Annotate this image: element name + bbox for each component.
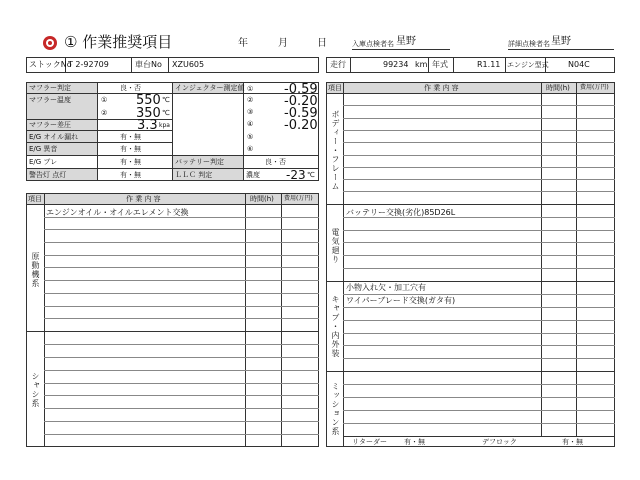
muffler-diff-unit: kpa bbox=[159, 122, 170, 129]
abnormal-sound-label: E/G 異音 bbox=[29, 145, 58, 153]
injector-no-6: ⑥ bbox=[247, 145, 254, 153]
electrical-entry-1: バッテリー交換(劣化)85D26L bbox=[346, 208, 456, 217]
table-rule-line bbox=[44, 344, 319, 345]
injector-value-3: -0.59 bbox=[284, 106, 318, 121]
table-rule-line bbox=[343, 397, 615, 398]
table-rule-line bbox=[343, 130, 615, 131]
llc-label: ＬＬＣ 判定 bbox=[175, 171, 213, 179]
muffler-judge-value: 良・否 bbox=[120, 84, 141, 92]
table-rule-line bbox=[343, 358, 615, 359]
table-rule-line bbox=[44, 318, 319, 319]
injector-value-2: -0.20 bbox=[284, 94, 318, 109]
cab-entry-1: 小物入れ欠・加工穴有 bbox=[346, 283, 426, 292]
chassis-label: 車台No bbox=[135, 60, 162, 69]
detail-inspector-underline bbox=[508, 49, 614, 50]
table-rule-line bbox=[343, 294, 615, 295]
table-rule-line bbox=[44, 357, 319, 358]
injector-value-1: -0.59 bbox=[284, 82, 318, 97]
section-chassis: シャシ系 bbox=[31, 372, 40, 408]
table-rule-line bbox=[343, 255, 615, 256]
table-rule-line bbox=[44, 217, 319, 218]
table-rule-line bbox=[343, 155, 615, 156]
right-col-cost: 費用(万円) bbox=[580, 84, 609, 91]
battery-value: 良・否 bbox=[265, 158, 286, 166]
model-year-label: 年式 bbox=[432, 60, 448, 69]
muffler-temp-1: 550 bbox=[136, 93, 161, 108]
section-body-frame: ボディー・フレーム bbox=[331, 110, 340, 191]
table-rule-line bbox=[44, 421, 319, 422]
receiving-inspector-underline bbox=[352, 49, 450, 50]
table-rule-line bbox=[44, 395, 319, 396]
table-rule-line bbox=[343, 242, 615, 243]
vibration-value: 有・無 bbox=[120, 158, 141, 166]
warning-light-label: 警告灯 点灯 bbox=[29, 171, 67, 179]
table-rule-line bbox=[343, 179, 615, 180]
table-rule-line bbox=[343, 307, 615, 308]
left-col-time: 時間(h) bbox=[250, 195, 274, 203]
table-rule-line bbox=[343, 320, 615, 321]
detail-inspector-label: 詳細点検者名 bbox=[508, 40, 550, 48]
injector-no-1: ① bbox=[247, 85, 254, 93]
muffler-temp-2-unit: ℃ bbox=[162, 109, 170, 117]
injector-no-4: ④ bbox=[247, 120, 254, 128]
muffler-diff-label: マフラー差圧 bbox=[29, 121, 71, 129]
mileage-unit: km bbox=[415, 60, 428, 69]
abnormal-sound-value: 有・無 bbox=[120, 145, 141, 153]
table-rule-line bbox=[44, 229, 319, 230]
left-col-work: 作 業 内 容 bbox=[126, 195, 161, 203]
warning-light-value: 有・無 bbox=[120, 171, 141, 179]
right-col-work: 作 業 内 容 bbox=[424, 84, 459, 92]
table-rule-line bbox=[44, 434, 319, 435]
right-col-item: 項目 bbox=[328, 84, 342, 92]
table-rule-line bbox=[343, 118, 615, 119]
section-cab: キャブ・内外装 bbox=[331, 295, 340, 358]
table-rule-line bbox=[44, 242, 319, 243]
oil-leak-value: 有・無 bbox=[120, 133, 141, 141]
table-rule-line bbox=[343, 410, 615, 411]
injector-label: インジェクター測定値 bbox=[175, 84, 245, 92]
muffler-temp-2: 350 bbox=[136, 106, 161, 121]
receiving-inspector-label: 入庫点検者名 bbox=[352, 40, 394, 48]
left-entry-1: エンジンオイル・オイルエレメント交換 bbox=[46, 208, 189, 217]
table-rule-line bbox=[343, 384, 615, 385]
logo-icon bbox=[43, 36, 57, 50]
table-rule-line bbox=[44, 293, 319, 294]
table-rule-line bbox=[343, 191, 615, 192]
table-rule-line bbox=[44, 255, 319, 256]
model-year-value: R1.11 bbox=[477, 60, 501, 69]
table-rule-line bbox=[343, 142, 615, 143]
detail-inspector-value: 星野 bbox=[551, 36, 571, 47]
year-label: 年 bbox=[238, 38, 248, 49]
table-rule-line bbox=[44, 267, 319, 268]
engine-type-label: エンジン型式 bbox=[507, 61, 549, 69]
injector-no-2: ② bbox=[247, 96, 254, 104]
injector-no-3: ③ bbox=[247, 108, 254, 116]
right-work-table bbox=[326, 82, 615, 447]
table-rule-line bbox=[343, 345, 615, 346]
muffler-temp-label: マフラー温度 bbox=[29, 96, 71, 104]
day-label: 日 bbox=[317, 38, 327, 49]
right-col-time: 時間(h) bbox=[546, 84, 570, 92]
left-col-cost: 費用(万円) bbox=[284, 195, 313, 202]
retarder-value: 有・無 bbox=[404, 438, 425, 446]
stock-label: ストックNo bbox=[29, 60, 72, 69]
table-rule-line bbox=[343, 268, 615, 269]
table-rule-line bbox=[343, 230, 615, 231]
table-rule-line bbox=[343, 423, 615, 424]
month-label: 月 bbox=[278, 38, 288, 49]
llc-concentration-label: 濃度 bbox=[246, 171, 260, 179]
vibration-label: E/G ブレ bbox=[29, 158, 58, 166]
chassis-value: XZU605 bbox=[172, 60, 205, 69]
battery-label: バッテリー判定 bbox=[175, 158, 224, 166]
table-rule-line bbox=[44, 370, 319, 371]
retarder-label: リターダー bbox=[352, 438, 387, 446]
llc-value: -23 bbox=[286, 168, 306, 182]
muffler-diff-value: 3.3 bbox=[137, 118, 158, 133]
table-rule-line bbox=[343, 333, 615, 334]
muffler-temp-1-unit: ℃ bbox=[162, 96, 170, 104]
page-title: ① 作業推奨項目 bbox=[64, 33, 173, 51]
table-rule-line bbox=[44, 280, 319, 281]
llc-unit: ℃ bbox=[307, 171, 315, 179]
stock-value: T 2-92709 bbox=[68, 60, 109, 69]
engine-type-value: N04C bbox=[568, 60, 590, 69]
difflock-value: 有・無 bbox=[562, 438, 583, 446]
table-rule-line bbox=[44, 408, 319, 409]
cab-entry-2: ワイパーブレード交換(ガタ有) bbox=[346, 296, 456, 305]
section-electrical: 電気廻り bbox=[331, 228, 340, 264]
muffler-temp-1-no: ① bbox=[101, 96, 108, 104]
oil-leak-label: E/G オイル漏れ bbox=[29, 133, 79, 141]
table-rule-line bbox=[44, 306, 319, 307]
left-col-item: 項目 bbox=[28, 195, 42, 203]
mileage-label: 走行 bbox=[330, 60, 346, 69]
injector-value-4: -0.20 bbox=[284, 118, 318, 133]
table-rule-line bbox=[44, 383, 319, 384]
section-transmission: ミッション系 bbox=[331, 382, 340, 436]
table-rule-line bbox=[343, 217, 615, 218]
receiving-inspector-value: 星野 bbox=[396, 36, 416, 47]
section-engine: 原動機系 bbox=[31, 252, 40, 288]
table-rule-line bbox=[343, 167, 615, 168]
injector-no-5: ⑤ bbox=[247, 133, 254, 141]
muffler-temp-2-no: ② bbox=[101, 109, 108, 117]
difflock-label: デフロック bbox=[482, 438, 517, 446]
table-rule-line bbox=[343, 105, 615, 106]
muffler-judge-label: マフラー判定 bbox=[29, 84, 71, 92]
mileage-value: 99234 bbox=[383, 60, 409, 69]
